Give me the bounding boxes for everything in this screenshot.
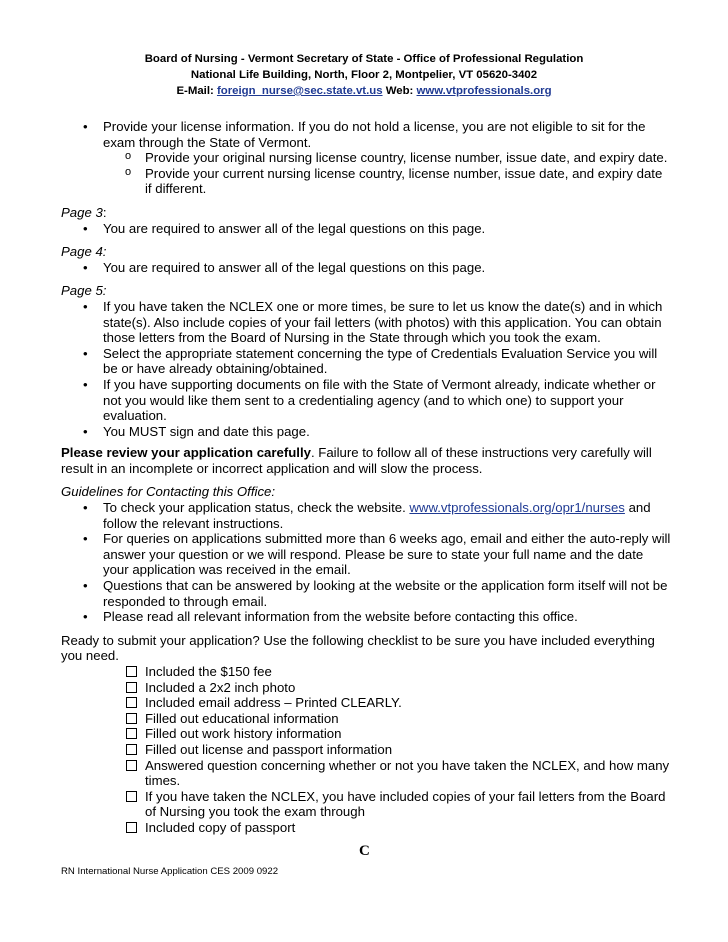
- guidelines-list: [61, 500, 671, 625]
- page3-heading: Page 3:: [61, 204, 107, 220]
- page4-heading: Page 4:: [61, 244, 107, 260]
- email-link[interactable]: foreign_nurse@sec.state.vt.us: [216, 85, 383, 97]
- checkbox[interactable]: [126, 728, 137, 739]
- list-item: • If you have taken the NCLEX one or more times, be sure to let us know the date(s) and in which state(s). Also include copies of your fail letters (with photos) with this application. You can obtain those letters from the Board of Nursing in the State through which you took the exam.: [61, 299, 671, 346]
- list-item: • Select the appropriate statement concerning the type of Credentials Evaluation Service you will be or have already obtaining/obtained.: [61, 346, 671, 377]
- list-item: • For queries on applications submitted more than 6 weeks ago, email and either the auto-reply will answer your question or we will respond. Please be sure to state your full name and the date your application was received in the email.: [61, 531, 671, 578]
- letterhead-line1: Board of Nursing - Vermont Secretary of State - Office of Professional Regulation: [144, 53, 584, 65]
- letterhead-contact: [0, 83, 728, 99]
- list-item: • You are required to answer all of the legal questions on this page.: [61, 221, 671, 237]
- nurses-link[interactable]: www.vtprofessionals.org/opr1/nurses: [409, 500, 625, 516]
- list-item: • To check your application status, check the website. www.vtprofessionals.org/opr1/nurses and follow the relevant instructions.: [61, 500, 671, 531]
- checkbox[interactable]: [126, 791, 137, 802]
- web-label: Web:: [385, 85, 414, 97]
- submission-checklist: [61, 664, 671, 836]
- letterhead: [0, 51, 728, 99]
- list-item: • If you have supporting documents on file with the State of Vermont already, indicate whether or not you would like them sent to a credentialing agency (and to which one) to support your evaluation.: [61, 377, 671, 424]
- page4-list: [61, 260, 671, 276]
- page3-list: [61, 221, 671, 237]
- page5-heading: Page 5:: [61, 283, 107, 299]
- checklist-item: If you have taken the NCLEX, you have included copies of your fail letters from the Board of Nursing you took the exam through: [61, 789, 671, 820]
- list-item: • Please read all relevant information from the website before contacting this office.: [61, 609, 671, 625]
- checklist-item: Included the $150 fee: [61, 664, 671, 680]
- checklist-item: Included a 2x2 inch photo: [61, 680, 671, 696]
- email-label: E-Mail:: [176, 85, 214, 97]
- checkbox[interactable]: [126, 697, 137, 708]
- checklist-item: Filled out work history information: [61, 726, 671, 742]
- review-notice: Please review your application carefully. Failure to follow all of these instructions very carefully will result in an incomplete or incorrect application and will slow the process.: [61, 445, 652, 476]
- checklist-item: Included email address – Printed CLEARLY.: [61, 695, 671, 711]
- checkbox[interactable]: [126, 682, 137, 693]
- list-item: • Questions that can be answered by looking at the website or the application form itself will not be responded to through email.: [61, 578, 671, 609]
- page-mark: C: [359, 843, 370, 859]
- list-item: • You are required to answer all of the legal questions on this page.: [61, 260, 671, 276]
- checklist-item: Answered question concerning whether or not you have taken the NCLEX, and how many times.: [61, 758, 671, 789]
- checkbox[interactable]: [126, 760, 137, 771]
- page5-list: [61, 299, 671, 439]
- web-link[interactable]: www.vtprofessionals.org: [416, 85, 552, 97]
- checklist-item: Filled out educational information: [61, 711, 671, 727]
- checklist-item: Included copy of passport: [61, 820, 671, 836]
- checkbox[interactable]: [126, 666, 137, 677]
- checkbox[interactable]: [126, 822, 137, 833]
- checklist-item: Filled out license and passport information: [61, 742, 671, 758]
- intro-list: [61, 119, 671, 197]
- intro-sublist: [103, 150, 671, 197]
- page-footer: RN International Nurse Application CES 2009 0922: [61, 866, 279, 877]
- letterhead-address: National Life Building, North, Floor 2, Montpelier, VT 05620-3402: [190, 69, 538, 81]
- checkbox[interactable]: [126, 713, 137, 724]
- document-body: [61, 119, 671, 836]
- ready-paragraph: Ready to submit your application? Use the following checklist to be sure you have included everything you need.: [61, 632, 655, 664]
- list-item: o Provide your current nursing license country, license number, issue date, and expiry date if different.: [103, 166, 671, 197]
- guidelines-heading: Guidelines for Contacting this Office:: [61, 484, 276, 500]
- list-item: o Provide your original nursing license country, license number, issue date, and expiry date.: [103, 150, 671, 166]
- checkbox[interactable]: [126, 744, 137, 755]
- list-item: • You MUST sign and date this page.: [61, 424, 671, 440]
- list-item: • Provide your license information. If you do not hold a license, you are not eligible to sit for the exam through the State of Vermont. o Provide your original nursing license country, license number, issue date, and expiry date. o Provide your current nursing license country, license number, issue date, and expiry date if different.: [61, 119, 671, 197]
